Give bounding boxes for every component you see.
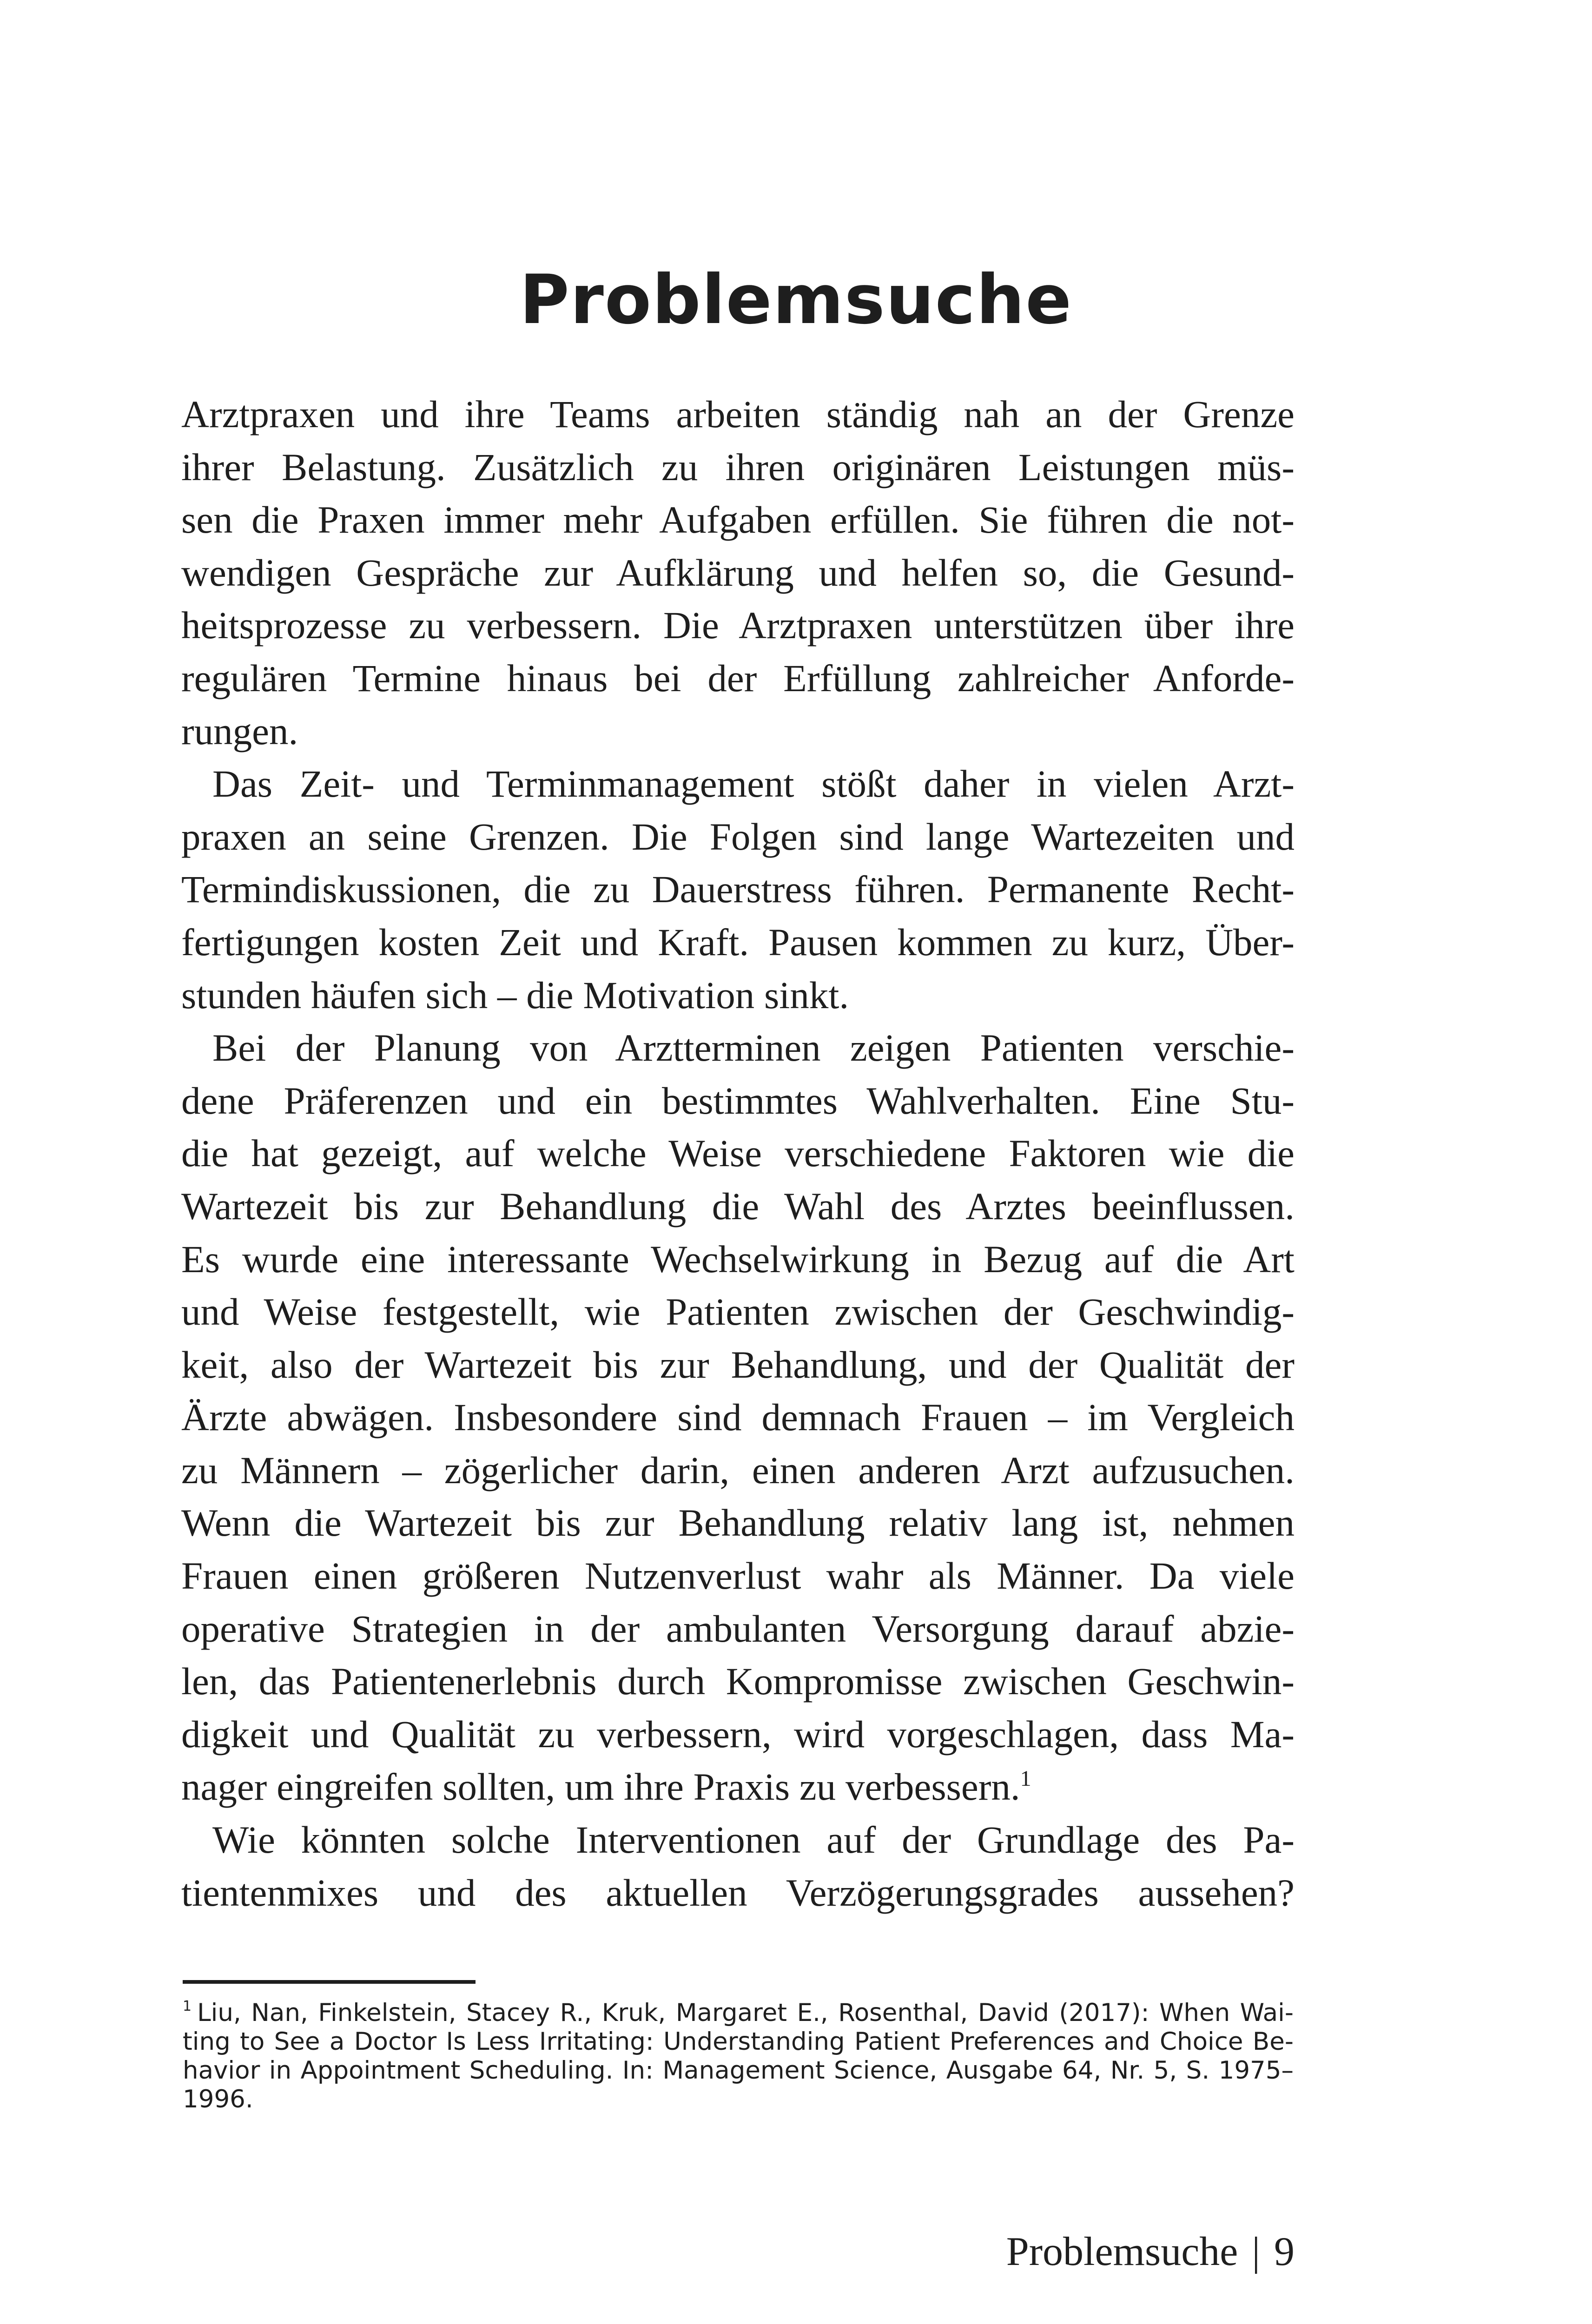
page-number: 9: [1274, 2229, 1295, 2274]
footnote-reference[interactable]: 1: [1020, 1766, 1031, 1791]
body-line: tientenmixes und des aktuellen Verzögerungsgrades aussehen?: [181, 1871, 1295, 1914]
body-line: wendigen Gespräche zur Aufklärung und helfen so, die Gesund-: [181, 551, 1295, 594]
body-line: dene Präferenzen und ein bestimmtes Wahlverhalten. Eine Stu-: [181, 1079, 1295, 1122]
body-line: Wenn die Wartezeit bis zur Behandlung relativ lang ist, nehmen: [181, 1501, 1295, 1545]
body-line: praxen an seine Grenzen. Die Folgen sind lange Wartezeiten und: [181, 815, 1295, 858]
body-line-with-footnote-ref: [181, 1761, 1295, 1814]
footnote-marker: 1: [183, 1998, 192, 2014]
footnote-line: havior in Appointment Scheduling. In: Management Science, Ausgabe 64, Nr. 5, S. 1975–: [183, 2056, 1294, 2085]
body-line: Termindiskussionen, die zu Dauerstress führen. Permanente Recht-: [181, 868, 1295, 911]
chapter-heading: Problemsuche: [519, 260, 1073, 339]
footnote-line: 1996.: [183, 2085, 253, 2113]
body-line: heitsprozesse zu verbessern. Die Arztpraxen unterstützen über ihre: [181, 604, 1295, 647]
body-line: regulären Termine hinaus bei der Erfüllung zahlreicher Anforde-: [181, 656, 1295, 700]
body-line: Es wurde eine interessante Wechselwirkung in Bezug auf die Art: [181, 1237, 1295, 1281]
body-line: sen die Praxen immer mehr Aufgaben erfüllen. Sie führen die not-: [181, 498, 1295, 541]
body-line: Ärzte abwägen. Insbesondere sind demnach Frauen – im Vergleich: [181, 1396, 1295, 1439]
body-line: len, das Patientenerlebnis durch Kompromisse zwischen Geschwin-: [181, 1660, 1295, 1703]
body-line: Arztpraxen und ihre Teams arbeiten ständig nah an der Grenze: [181, 393, 1295, 436]
footnote-line-text: Liu, Nan, Finkelstein, Stacey R., Kruk, Margaret E., Rosenthal, David (2017): When Wai-: [197, 1999, 1294, 2027]
body-line: operative Strategien in der ambulanten Versorgung darauf abzie-: [181, 1607, 1295, 1650]
body-line: Bei der Planung von Arztterminen zeigen Patienten verschie-: [212, 1026, 1295, 1070]
body-line: zu Männern – zögerlicher darin, einen anderen Arzt aufzusuchen.: [181, 1448, 1295, 1492]
body-line: digkeit und Qualität zu verbessern, wird vorgeschlagen, dass Ma-: [181, 1712, 1295, 1756]
body-line: rungen.: [181, 709, 298, 753]
footnote-line: [183, 1999, 1294, 2027]
body-text: [181, 388, 1295, 1919]
footnote-separator: [183, 1980, 476, 1984]
body-line: Das Zeit- und Terminmanagement stößt daher in vielen Arzt-: [212, 762, 1295, 805]
body-line: die hat gezeigt, auf welche Weise verschiedene Faktoren wie die: [181, 1132, 1295, 1175]
footnote-line: ting to See a Doctor Is Less Irritating: Understanding Patient Preferences and Choice Be-: [183, 2027, 1294, 2056]
footnote: [183, 1999, 1294, 2114]
body-line: Wie könnten solche Interventionen auf der Grundlage des Pa-: [212, 1818, 1295, 1862]
body-line-text: nager eingreifen sollten, um ihre Praxis zu verbessern.: [181, 1765, 1020, 1809]
body-line: Frauen einen größeren Nutzenverlust wahr als Männer. Da viele: [181, 1554, 1295, 1598]
body-line: keit, also der Wartezeit bis zur Behandlung, und der Qualität der: [181, 1343, 1295, 1386]
body-line: ihrer Belastung. Zusätzlich zu ihren originären Leistungen müs-: [181, 445, 1295, 489]
body-line: Wartezeit bis zur Behandlung die Wahl des Arztes beeinflussen.: [181, 1184, 1295, 1228]
running-footer: [1006, 2226, 1295, 2278]
body-line: und Weise festgestellt, wie Patienten zwischen der Geschwindig-: [181, 1290, 1295, 1334]
footer-separator: |: [1252, 2229, 1260, 2274]
running-title: Problemsuche: [1006, 2229, 1238, 2274]
body-line: stunden häufen sich – die Motivation sinkt.: [181, 973, 849, 1017]
body-line: fertigungen kosten Zeit und Kraft. Pausen kommen zu kurz, Über-: [181, 920, 1295, 964]
